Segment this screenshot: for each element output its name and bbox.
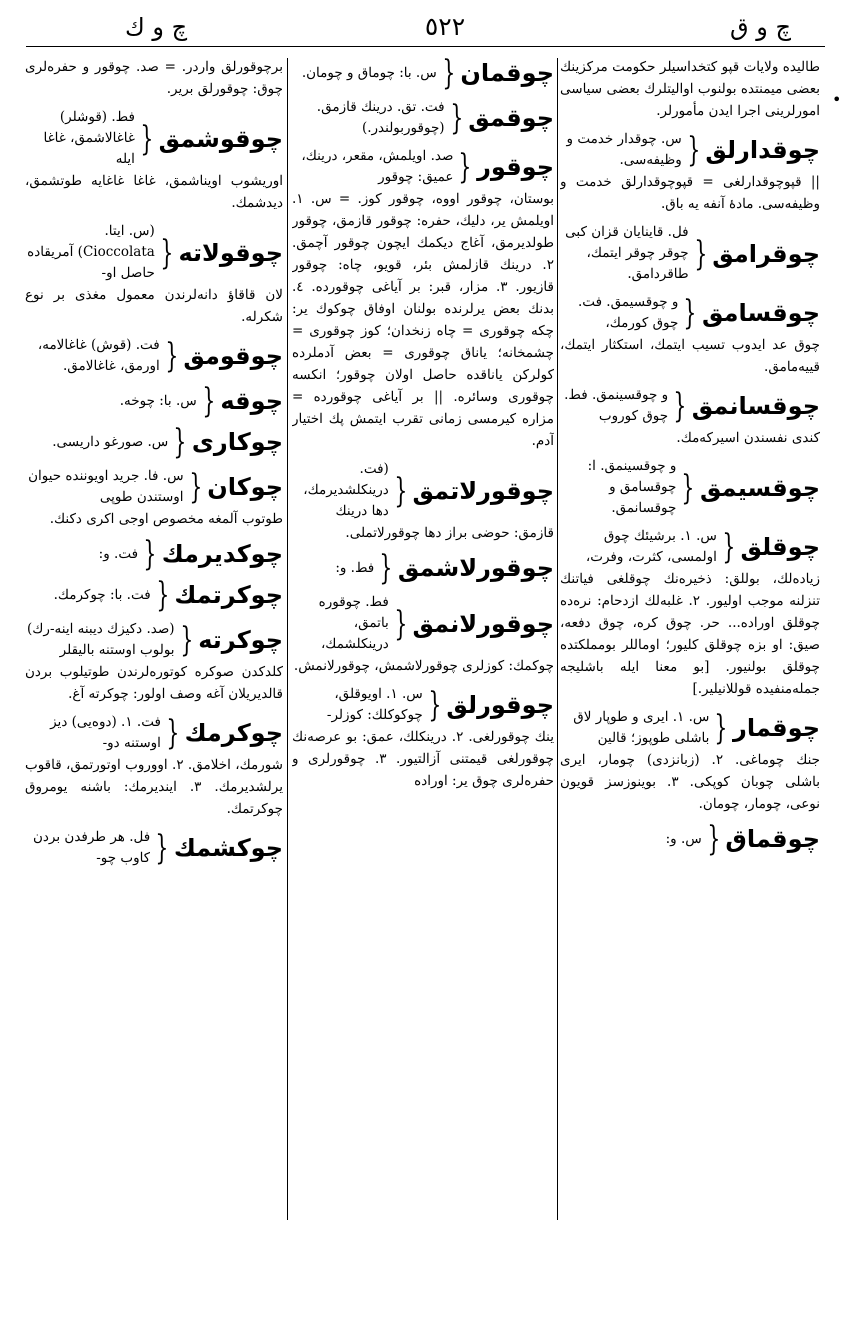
brace-mark: { (179, 620, 193, 660)
dictionary-entry (560, 707, 820, 815)
dictionary-entry (25, 575, 283, 615)
brace-mark: { (160, 232, 174, 273)
dictionary-entry (292, 146, 554, 452)
definition-text: بوستان، چوقور اووه، چوقور کوز. = س. ۱. اویلمش یر، دلیك، حفره: چوقور قازمق، چوقور طولدیرمق، آغاج دیکمك ایچون چوقور آچمق. ۲. درینك قازلمش بئر، قویو، چاه: چوقور قازیور. ۳. مزار، قبر: بر آیاغی چوقورده. ٤. بدنك بعض یرلرنده بولنان اوفاق چوکوك یر: چکه چوقوری = چاه زنخدان؛ کوز چوقوری = چشمخانه؛ یاناق چوقوری = بعض آدملرده کولرکن یاناقده حاصل اولان چوقور؛ انکسه چوقوری وسائره. || بر آیاغی چوقورده = مزاره کیرمسی زمانی تقرب ایتمش پك اختیار آدم. (292, 191, 554, 449)
entry-head-row (292, 56, 554, 93)
inline-definition: س. با: چوخه. (119, 392, 197, 409)
headword: چوقورلق (446, 691, 554, 719)
brace-mark: { (173, 422, 187, 462)
header-rule (26, 46, 825, 47)
entry-head-row (292, 459, 554, 522)
brace-mark: { (155, 828, 169, 868)
inline-definition: فط. چوقوره باتمق، درینکلشمك، (318, 594, 389, 652)
brace-mark: { (165, 336, 179, 376)
brace-mark: { (442, 56, 456, 93)
entry-head-row (560, 222, 820, 285)
dictionary-entry (560, 456, 820, 519)
inline-definition: و چوقسینمق. ا: چوقسامق و چوقسانمق. (587, 458, 677, 516)
dictionary-entry (25, 107, 283, 214)
column-divider-left (287, 58, 288, 1220)
entry-head-row (25, 422, 283, 462)
inline-definition: س. ۱. ایری و طوپار لاق باشلی طوپوز؛ قالین (573, 709, 710, 746)
entry-head-row (560, 819, 820, 859)
dictionary-entry (25, 381, 283, 421)
column-left (25, 56, 283, 1224)
dictionary-entry (292, 97, 554, 139)
brace-mark: { (166, 713, 180, 753)
margin-mark: • (832, 90, 842, 109)
definition-text: طوتوب آلمغه مخصوص اوجی اکری دکنك. (49, 511, 283, 527)
entry-head-row (25, 619, 283, 661)
entry-head-row (560, 707, 820, 749)
inline-definition: س. ۱. اویوقلق، چوکوکلك: کوزلر- (326, 686, 423, 723)
inline-definition: (س. ایتا. Cioccolata) آمریقاده حاصل او- (27, 223, 155, 281)
inline-definition: فط. و: (335, 559, 375, 576)
definition-text: کندی نفسندن اسیرکه‌مك. (676, 430, 820, 446)
inline-definition: فت. و: (98, 545, 139, 562)
entry-head-row (25, 221, 283, 284)
definition-text: قازمق: حوضی براز دها چوقورلاتملی. (345, 525, 554, 541)
definition-text: شورمك، اخلامق. ۲. اووروب اوتورتمق، قاقوب یرلشدیرمك. ۳. ایندیرمك: باشنه یومروق چوکرتمك. (25, 757, 283, 817)
dictionary-entry (25, 221, 283, 328)
page-header (30, 12, 829, 46)
headword: چوکدیرمك (161, 540, 283, 568)
headword: چوقومق (183, 342, 283, 370)
headword: چوقلق (740, 533, 820, 561)
brace-mark: { (188, 467, 202, 507)
brace-mark: { (379, 548, 393, 588)
entry-head-row (560, 456, 820, 519)
brace-mark: { (449, 98, 463, 138)
inline-definition: فط. (قوشلر) غاغالاشمق، غاغا ایله (43, 109, 135, 167)
dictionary-entry (25, 712, 283, 820)
dictionary-entry (25, 56, 283, 100)
inline-definition: فت. تق. درینك قازمق. (چوقوربولندر.) (316, 99, 445, 136)
inline-definition: صد. اویلمش، مقعر، درینك، عمیق: چوقور (301, 148, 454, 185)
inline-definition: س. چوقدار خدمت و وظیفه‌سی. (566, 131, 682, 168)
dictionary-entry (560, 526, 820, 700)
inline-definition: فت. ۱. (دوه‌یی) دیز اوستنه دو- (50, 714, 161, 751)
headword: چوقمق (468, 104, 554, 132)
dictionary-entry (292, 459, 554, 544)
headword: چوکاری (191, 428, 283, 456)
dictionary-entry (560, 56, 820, 122)
headword: چوقدارلق (705, 136, 820, 164)
definition-text: کلدکدن صوکره کوتوره‌لرندن طوتیلوب بردن قالدیریلان آغه وصف اولور: چوکرته آغ. (25, 664, 283, 702)
brace-mark: { (394, 470, 408, 511)
inline-definition: فل. قاینایان قزان کبی چوقر چوقر ایتمك، طاقردامق. (565, 224, 689, 282)
inline-definition: س. صورغو داریسی. (52, 433, 169, 450)
entry-head-row (292, 684, 554, 726)
dictionary-entry (560, 819, 820, 859)
entry-head-row (25, 712, 283, 754)
entry-head-row (292, 592, 554, 655)
dictionary-entry (25, 335, 283, 377)
headword: چوکرمك (184, 719, 283, 747)
brace-mark: { (681, 467, 695, 508)
brace-mark: { (202, 381, 216, 421)
definition-text: طالیده ولایات قپو کتخداسیلر حکومت مرکزینك بعضی میمنتده بولنوب اوالیتلرك بعضی سیاسی امورلرینی اجرا ایدن مأمورلر. (560, 59, 820, 119)
dictionary-entry (25, 422, 283, 462)
headword: چوقورلاتمق (412, 476, 554, 505)
inline-definition: س. و: (665, 830, 702, 847)
inline-definition: فت. (قوش) غاغالامه، اورمق، غاغالامق. (37, 337, 160, 374)
column-divider-right (557, 58, 558, 1220)
right-running-head: چ و ق (730, 13, 791, 41)
brace-mark: { (156, 575, 169, 615)
brace-mark: { (707, 819, 721, 859)
headword: چوقوشمق (158, 124, 283, 153)
dictionary-entry (25, 534, 283, 574)
entry-head-row (560, 292, 820, 334)
brace-mark: { (428, 685, 442, 725)
entry-head-row (25, 827, 283, 869)
entry-head-row (292, 548, 554, 588)
entry-head-row (25, 381, 283, 421)
brace-mark: { (687, 130, 701, 170)
inline-definition: (صد. دکیزك دیبنه اینه-رك) بولوب اوستنه بالیقلر (27, 621, 175, 658)
brace-mark: { (394, 603, 408, 644)
dictionary-entry (560, 385, 820, 449)
headword: چوقه (220, 387, 283, 415)
dictionary-entry (25, 466, 283, 530)
definition-text: جنك چوماغی. ۲. (زبانزدی) چومار، ایری باشلی چوبان کوپکی. ۳. بوینوزسز قویون نوعی، چومار، چومان. (560, 752, 820, 812)
left-running-head: چ و ك (125, 13, 188, 41)
dictionary-entry (292, 592, 554, 677)
headword: چوقمان (460, 59, 554, 87)
headword: چوقورلانمق (412, 609, 554, 638)
entry-head-row (292, 97, 554, 139)
brace-mark: { (683, 293, 697, 333)
brace-mark: { (143, 534, 157, 574)
dictionary-entry (25, 827, 283, 869)
column-right (560, 56, 820, 1224)
headword: چوقمار (733, 714, 820, 742)
brace-mark: { (693, 233, 707, 274)
headword: چوکان (207, 473, 283, 501)
brace-mark: { (722, 527, 736, 567)
definition-text: || قپوچوقدارلغی = قپوچوقدارلق خدمت و وظیفه‌سی. مادهٔ آنفه یه باق. (560, 174, 820, 212)
inline-definition: (فت. درینکلشدیرمك، دها درینك (303, 461, 389, 519)
definition-text: ینك چوقورلغی. ۲. درینکلك، عمق: بو عرصه‌نك چوقورلغی قیمتنی آزالتیور. ۳. چوقورلری و حفره‌لری چوق یر: اوراده (292, 729, 554, 789)
definition-text: زیاده‌لك، بوللق: ذخیره‌نك چوقلغی فیاتنك تنزلنه موجب اولیور. ۲. غلبه‌لك ازدحام: نره‌ده چوقلق اوراده... حر. چوق کره، چوق دفعه، صیق: او بزه چوقلق کلیور؛ اوماللر بومملکتده چوقلق بولنیور. [بو معنا ایله باشلیجه جمله‌منفیده قوللانیلیر.] (560, 571, 820, 697)
inline-definition: فل. هر طرفدن بردن کاوب چو- (32, 829, 151, 866)
headword: چوقورلاشمق (397, 554, 554, 582)
definition-text: اوریشوب اویناشمق، غاغا غاغایه طوتشمق، دیدشمك. (25, 173, 283, 211)
brace-mark: { (673, 386, 687, 426)
column-middle (292, 56, 554, 1224)
headword: چوقرامق (712, 239, 820, 268)
brace-mark: { (140, 118, 154, 159)
headword: چوقماق (725, 825, 820, 853)
entry-head-row (292, 146, 554, 188)
entry-head-row (25, 534, 283, 574)
inline-definition: و چوقسیمق. فت. چوق کورمك، (578, 294, 679, 331)
page-number: ٥٢٢ (424, 12, 466, 41)
dictionary-entry (292, 684, 554, 792)
dictionary-entry (560, 129, 820, 215)
headword: چوکشمك (173, 834, 283, 862)
definition-text: لان قاقاؤ دانه‌لرندن معمول مغذی بر نوع شکرله. (25, 287, 283, 325)
inline-definition: و چوقسینمق. فط. چوق کوروب (564, 387, 669, 424)
definition-text: چوق عد ایدوب تسیب ایتمك، استکثار ایتمك، قییه‌مامق. (560, 337, 820, 375)
inline-definition: س. فا. جرید اویوننده حیوان اوستندن طوپی (28, 468, 184, 505)
inline-definition: فت. با: چوکرمك. (53, 586, 151, 603)
inline-definition: س. ۱. برشیئك چوق اولمسی، کثرت، وفرت، (585, 528, 717, 565)
entry-head-row (560, 385, 820, 427)
entry-head-row (560, 129, 820, 171)
entry-head-row (560, 526, 820, 568)
brace-mark: { (714, 708, 728, 748)
headword: چوقسامق (702, 299, 820, 327)
dictionary-entry (292, 548, 554, 588)
dictionary-entry (560, 222, 820, 285)
headword: چوقولاته (178, 238, 283, 267)
headword: چوکرتمك (174, 581, 283, 609)
definition-text: برچوقورلق واردر. = صد. چوقور و حفره‌لری چوق: چوقورلق بریر. (25, 59, 283, 97)
entry-head-row (25, 466, 283, 508)
entry-head-row (25, 107, 283, 170)
entry-head-row (25, 575, 283, 615)
dictionary-entry (560, 292, 820, 378)
headword: چوکرته (198, 626, 283, 654)
inline-definition: س. با: چوماق و چومان. (301, 64, 437, 81)
dictionary-entry (25, 619, 283, 705)
brace-mark: { (458, 147, 472, 187)
entry-head-row (25, 335, 283, 377)
definition-text: چوکمك: کوزلری چوقورلاشمش، چوقورلانمش. (293, 658, 554, 674)
headword: چوقسیمق (700, 473, 820, 502)
dictionary-entry (292, 56, 554, 93)
headword: چوقسانمق (691, 392, 820, 420)
headword: چوقور (477, 153, 554, 181)
